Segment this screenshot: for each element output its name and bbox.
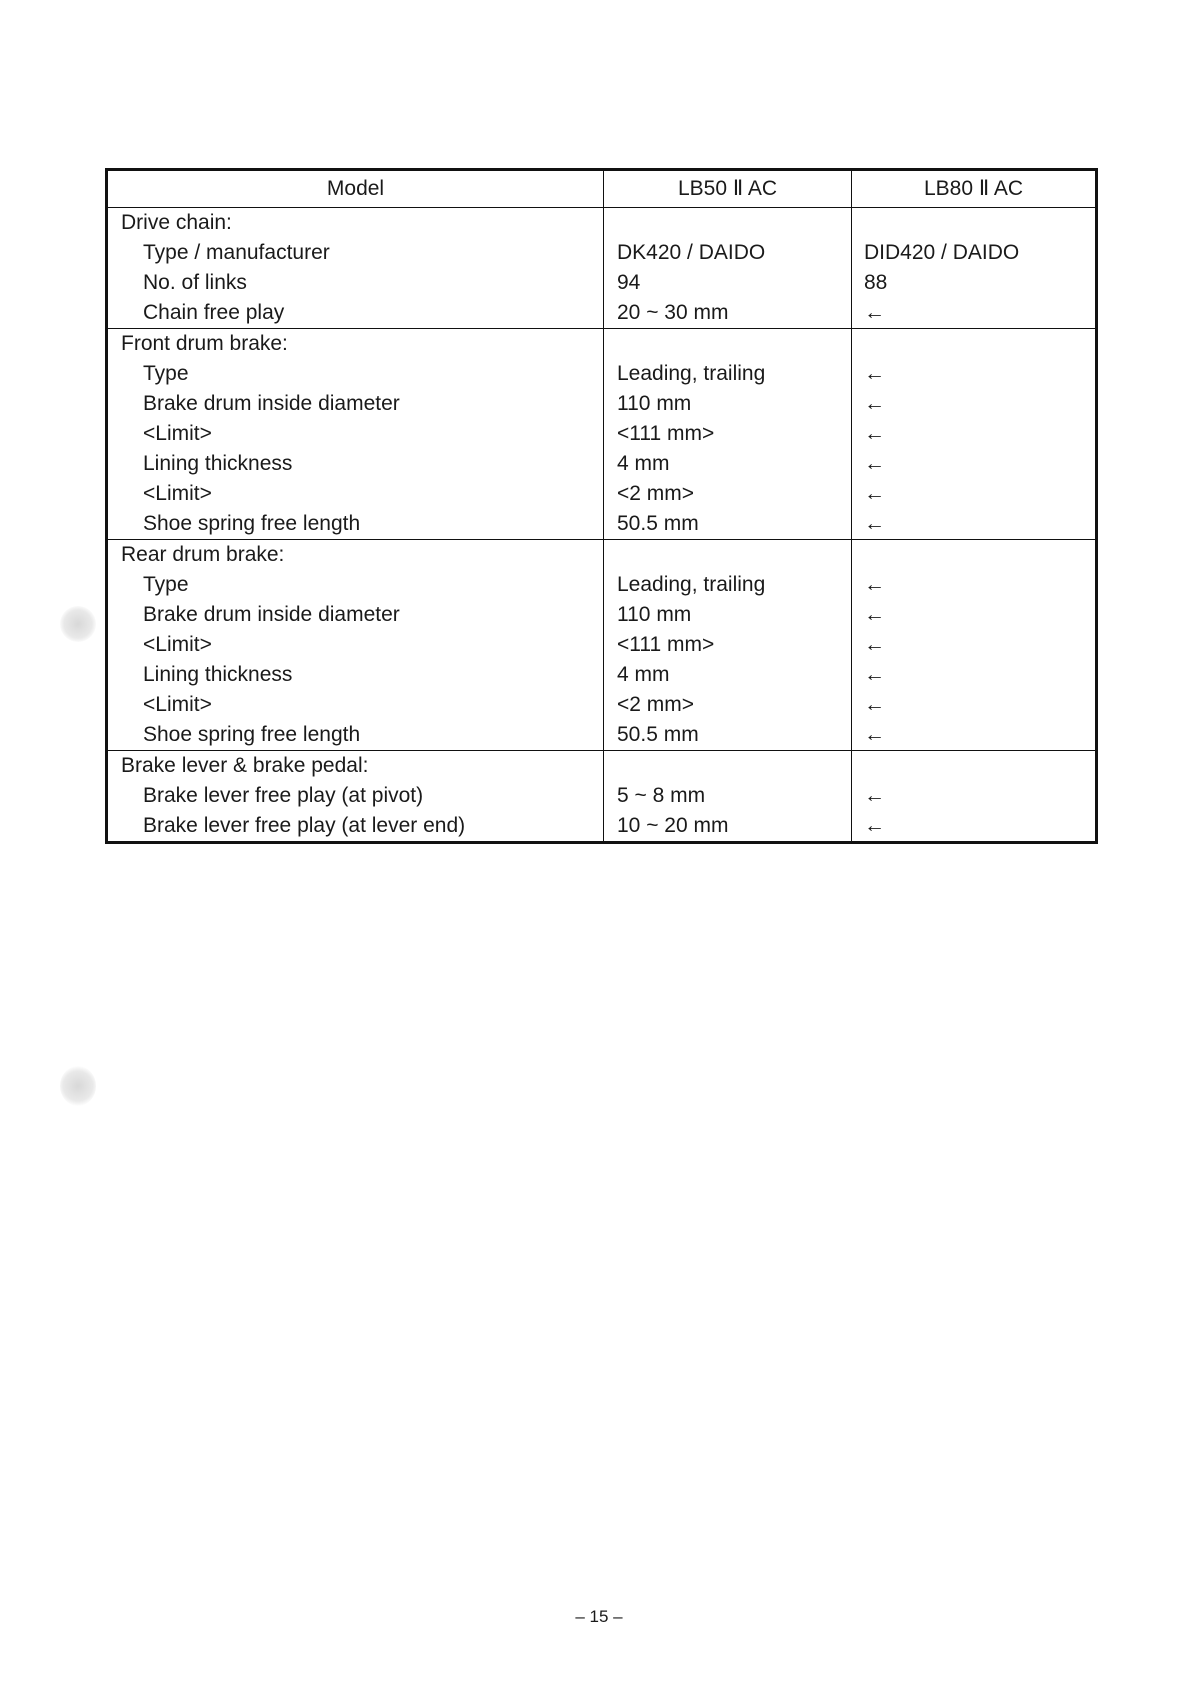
table-row bbox=[107, 509, 1097, 540]
table-row bbox=[107, 600, 1097, 630]
lb50-value: 94 bbox=[604, 268, 852, 298]
table-row bbox=[107, 268, 1097, 298]
row-label: Type / manufacturer bbox=[107, 238, 604, 268]
lb50-value: 4 mm bbox=[604, 660, 852, 690]
section-title-row bbox=[107, 329, 1097, 360]
table-row bbox=[107, 389, 1097, 419]
lb80-value: ← bbox=[852, 630, 1097, 660]
lb80-value: ← bbox=[852, 690, 1097, 720]
lb80-value: ← bbox=[852, 479, 1097, 509]
lb80-value: ← bbox=[852, 509, 1097, 540]
drive-chain-section bbox=[107, 208, 1097, 329]
row-label: No. of links bbox=[107, 268, 604, 298]
lb50-value: Leading, trailing bbox=[604, 359, 852, 389]
lb50-value: <2 mm> bbox=[604, 690, 852, 720]
table-row bbox=[107, 690, 1097, 720]
lb80-value: ← bbox=[852, 811, 1097, 843]
row-label: <Limit> bbox=[107, 479, 604, 509]
row-label: Type bbox=[107, 570, 604, 600]
lb80-value: ← bbox=[852, 389, 1097, 419]
table-header-row bbox=[107, 170, 1097, 208]
brake-lever-pedal-section bbox=[107, 751, 1097, 843]
scan-speck bbox=[60, 1066, 96, 1106]
row-label: Brake lever free play (at lever end) bbox=[107, 811, 604, 843]
lb80-value: DID420 / DAIDO bbox=[852, 238, 1097, 268]
lb50-value: <2 mm> bbox=[604, 479, 852, 509]
lb80-value: ← bbox=[852, 660, 1097, 690]
section-title: Brake lever & brake pedal: bbox=[107, 751, 604, 782]
section-title-row bbox=[107, 208, 1097, 239]
lb50-value: 10 ~ 20 mm bbox=[604, 811, 852, 843]
lb50-value: 50.5 mm bbox=[604, 509, 852, 540]
row-label: Shoe spring free length bbox=[107, 509, 604, 540]
table-row bbox=[107, 238, 1097, 268]
lb80-value: ← bbox=[852, 781, 1097, 811]
section-title: Rear drum brake: bbox=[107, 540, 604, 571]
lb50-value: DK420 / DAIDO bbox=[604, 238, 852, 268]
table-row bbox=[107, 570, 1097, 600]
row-label: <Limit> bbox=[107, 690, 604, 720]
section-title-row bbox=[107, 540, 1097, 571]
lb80-value: ← bbox=[852, 359, 1097, 389]
table-row bbox=[107, 359, 1097, 389]
table-row bbox=[107, 660, 1097, 690]
section-title-row bbox=[107, 751, 1097, 782]
table-row bbox=[107, 630, 1097, 660]
table-row bbox=[107, 449, 1097, 479]
model-column-header: Model bbox=[107, 170, 604, 208]
lb80-value: ← bbox=[852, 720, 1097, 751]
lb80-value: ← bbox=[852, 449, 1097, 479]
rear-drum-brake-section bbox=[107, 540, 1097, 751]
table-row bbox=[107, 781, 1097, 811]
lb50-value: <111 mm> bbox=[604, 419, 852, 449]
page-number: – 15 – bbox=[575, 1607, 623, 1626]
scan-speck bbox=[60, 606, 96, 642]
lb50-value: 5 ~ 8 mm bbox=[604, 781, 852, 811]
lb50-value: 20 ~ 30 mm bbox=[604, 298, 852, 329]
section-title: Front drum brake: bbox=[107, 329, 604, 360]
lb80-value: ← bbox=[852, 298, 1097, 329]
lb50-value: 110 mm bbox=[604, 600, 852, 630]
row-label: Type bbox=[107, 359, 604, 389]
table-row bbox=[107, 419, 1097, 449]
row-label: <Limit> bbox=[107, 630, 604, 660]
specifications-table bbox=[105, 168, 1098, 844]
section-title: Drive chain: bbox=[107, 208, 604, 239]
row-label: Lining thickness bbox=[107, 449, 604, 479]
row-label: Brake lever free play (at pivot) bbox=[107, 781, 604, 811]
lb80-value: ← bbox=[852, 419, 1097, 449]
table-row bbox=[107, 720, 1097, 751]
lb50-column-header: LB50 Ⅱ AC bbox=[604, 170, 852, 208]
lb80-column-header: LB80 Ⅱ AC bbox=[852, 170, 1097, 208]
row-label: Chain free play bbox=[107, 298, 604, 329]
row-label: <Limit> bbox=[107, 419, 604, 449]
lb80-value: 88 bbox=[852, 268, 1097, 298]
lb50-value: 4 mm bbox=[604, 449, 852, 479]
lb50-value: 110 mm bbox=[604, 389, 852, 419]
front-drum-brake-section bbox=[107, 329, 1097, 540]
row-label: Brake drum inside diameter bbox=[107, 600, 604, 630]
lb50-value: 50.5 mm bbox=[604, 720, 852, 751]
table-row bbox=[107, 811, 1097, 843]
lb50-value: <111 mm> bbox=[604, 630, 852, 660]
row-label: Shoe spring free length bbox=[107, 720, 604, 751]
row-label: Lining thickness bbox=[107, 660, 604, 690]
lb80-value: ← bbox=[852, 570, 1097, 600]
lb80-value: ← bbox=[852, 600, 1097, 630]
table-row bbox=[107, 479, 1097, 509]
row-label: Brake drum inside diameter bbox=[107, 389, 604, 419]
table-row bbox=[107, 298, 1097, 329]
lb50-value: Leading, trailing bbox=[604, 570, 852, 600]
